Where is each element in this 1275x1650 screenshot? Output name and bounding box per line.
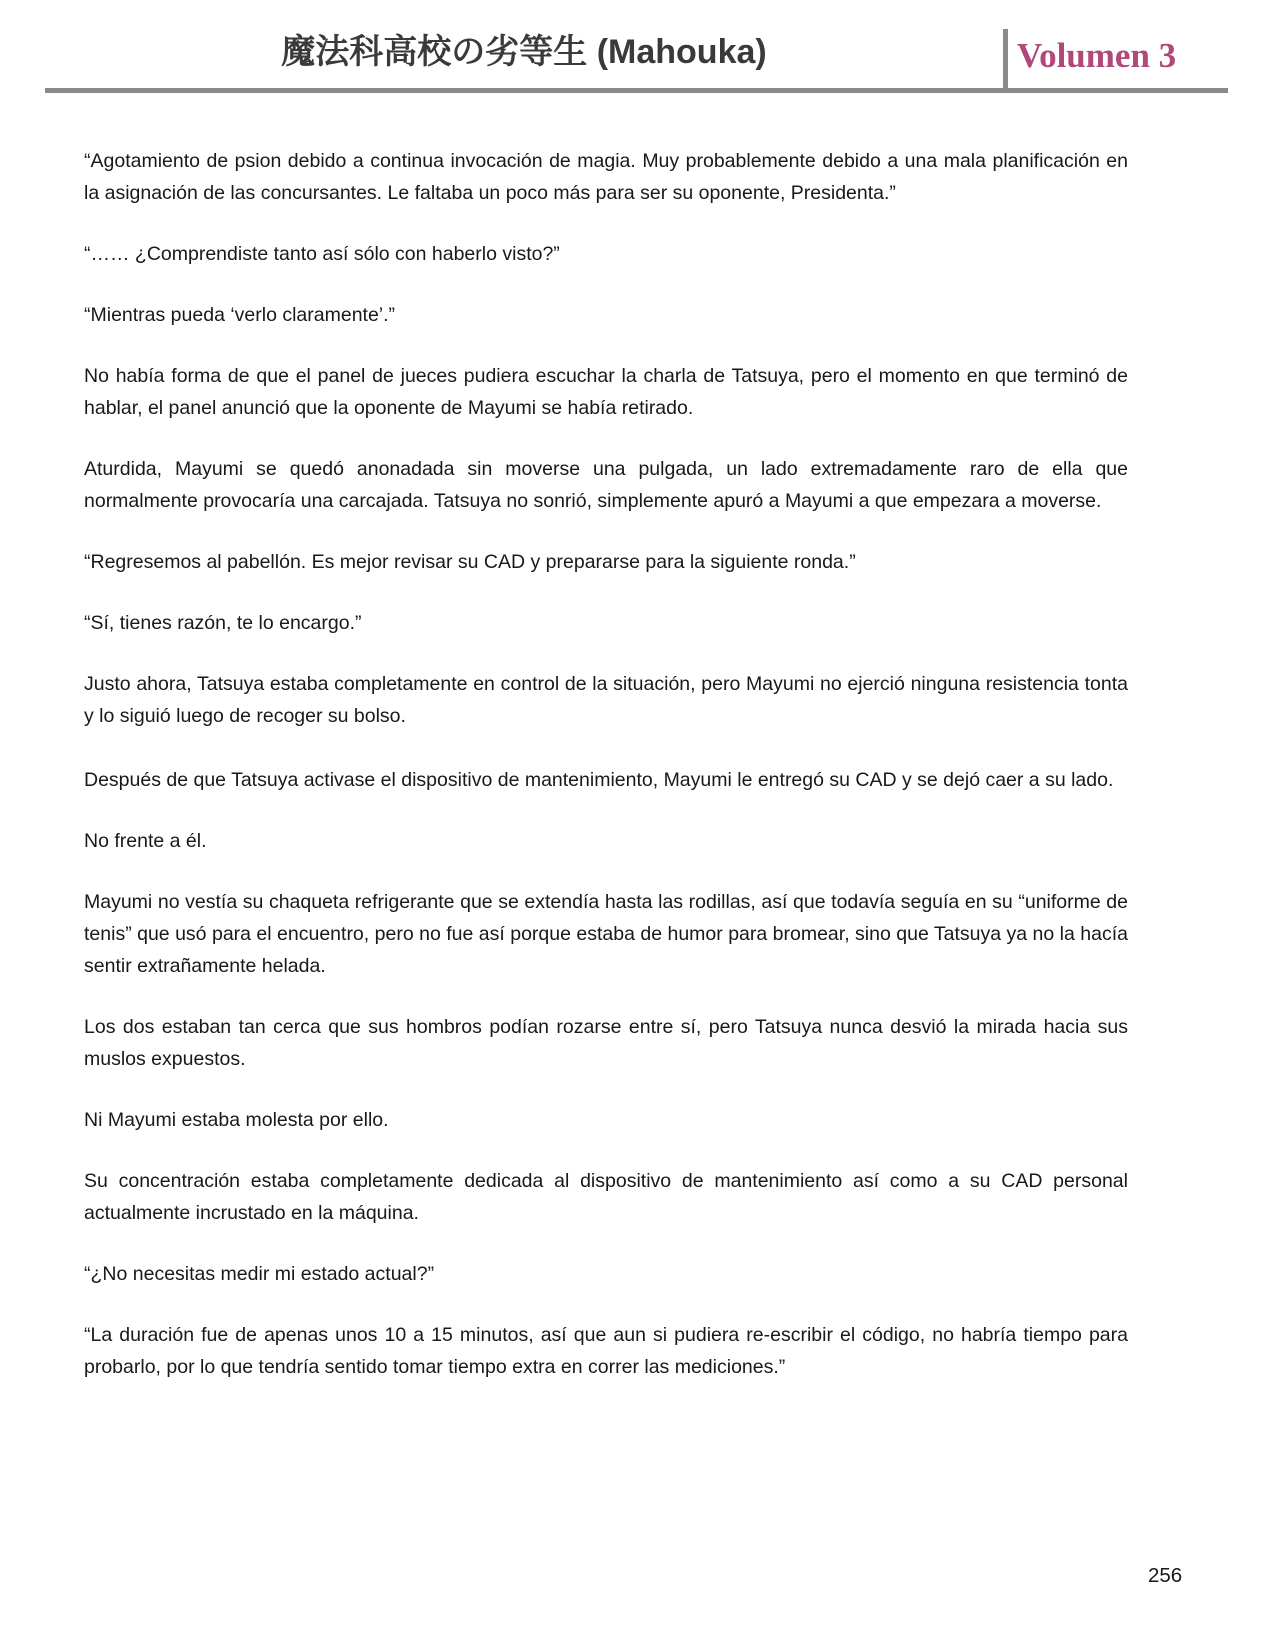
paragraph: “¿No necesitas medir mi estado actual?” [84, 1263, 435, 1285]
paragraph: “Mientras pueda ‘verlo claramente’.” [84, 304, 396, 326]
paragraph: No frente a él. [84, 830, 207, 852]
paragraph: Ni Mayumi estaba molesta por ello. [84, 1109, 389, 1131]
paragraph: “Regresemos al pabellón. Es mejor revisar su CAD y prepararse para la siguiente ronda.” [84, 551, 856, 573]
paragraph: Mayumi no vestía su chaqueta refrigerante que se extendía hasta las rodillas, así que todavía seguía en su “uniforme de tenis” que usó para el encuentro, pero no fue así porque estaba de humor para bromear, sino que Tatsuya ya no la hacía sentir extrañamente helada. [84, 891, 1128, 977]
volume-label: Volumen 3 [1017, 36, 1177, 75]
paragraph: Aturdida, Mayumi se quedó anonadada sin moverse una pulgada, un lado extremadamente raro de ella que normalmente provocaría una carcajada. Tatsuya no sonrió, simplemente apuró a Mayumi a que empezara a moverse. [84, 458, 1128, 512]
header-vertical-divider [1003, 29, 1008, 93]
header-horizontal-rule [45, 88, 1228, 93]
page-title: 魔法科高校の劣等生 (Mahouka) [281, 33, 767, 71]
paragraph: Después de que Tatsuya activase el dispositivo de mantenimiento, Mayumi le entregó su CAD y se dejó caer a su lado. [84, 769, 1114, 791]
paragraph: Su concentración estaba completamente dedicada al dispositivo de mantenimiento así como a su CAD personal actualmente incrustado en la máquina. [84, 1170, 1128, 1224]
paragraph: “La duración fue de apenas unos 10 a 15 minutos, así que aun si pudiera re-escribir el código, no habría tiempo para probarlo, por lo que tendría sentido tomar tiempo extra en correr las mediciones.” [84, 1324, 1128, 1378]
paragraph: No había forma de que el panel de jueces pudiera escuchar la charla de Tatsuya, pero el momento en que terminó de hablar, el panel anunció que la oponente de Mayumi se había retirado. [84, 365, 1128, 419]
paragraph: “…… ¿Comprendiste tanto así sólo con haberlo visto?” [84, 243, 560, 265]
page-number: 256 [1148, 1564, 1183, 1587]
paragraph: “Agotamiento de psion debido a continua invocación de magia. Muy probablemente debido a una mala planificación en la asignación de las concursantes. Le faltaba un poco más para ser su oponente, Presidenta.” [84, 150, 1128, 204]
paragraph: Justo ahora, Tatsuya estaba completamente en control de la situación, pero Mayumi no ejerció ninguna resistencia tonta y lo siguió luego de recoger su bolso. [84, 673, 1128, 727]
paragraph: Los dos estaban tan cerca que sus hombros podían rozarse entre sí, pero Tatsuya nunca desvió la mirada hacia sus muslos expuestos. [84, 1016, 1128, 1070]
page-body [84, 145, 1128, 1412]
paragraph: “Sí, tienes razón, te lo encargo.” [84, 612, 362, 634]
